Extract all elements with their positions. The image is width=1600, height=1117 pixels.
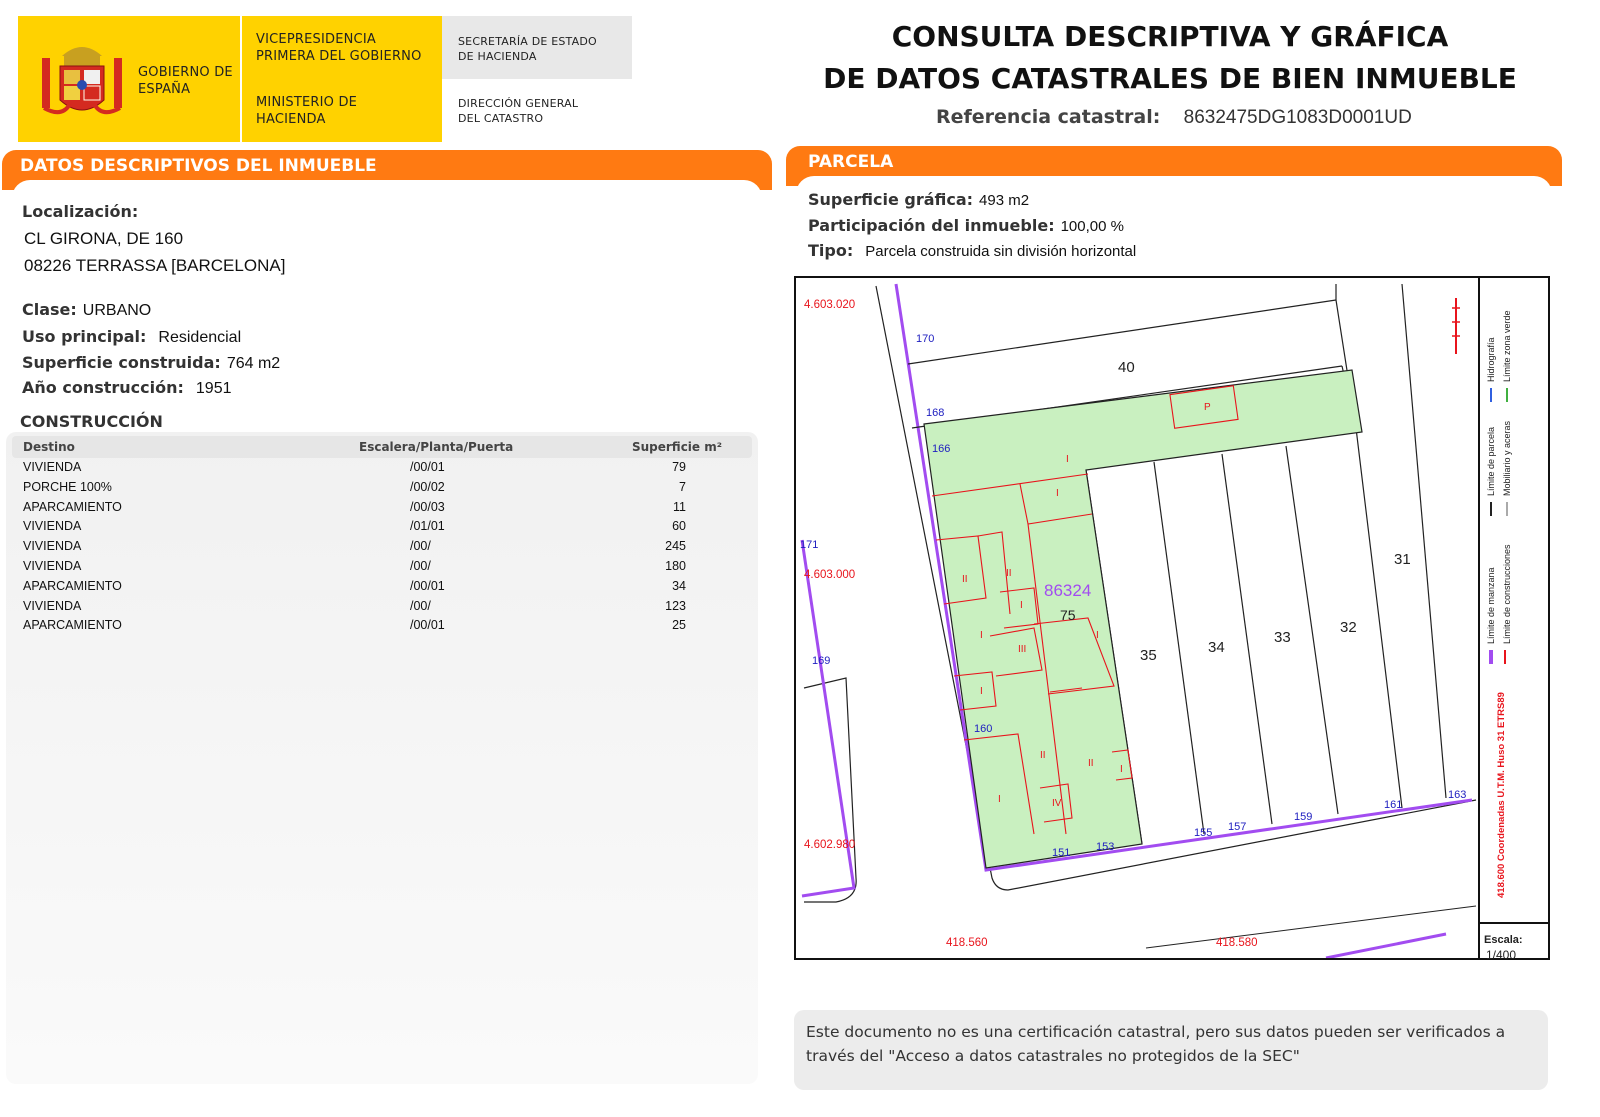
legend-zona-verde: Límite zona verde — [1502, 310, 1512, 382]
section-header-datos — [2, 150, 772, 190]
cell-superficie: 123 — [665, 598, 686, 613]
block-boundary — [1326, 934, 1446, 958]
table-row — [12, 478, 752, 498]
floor-label: II — [1040, 750, 1046, 761]
house-number: 168 — [926, 407, 945, 419]
cell-superficie: 245 — [665, 539, 686, 554]
coat-of-arms-icon — [32, 28, 132, 128]
table-row — [12, 597, 752, 617]
cell-destino: VIVIENDA — [23, 598, 82, 613]
floor-label: I — [1066, 454, 1069, 465]
clase-label: Clase: — [22, 300, 77, 319]
title-line-1: CONSULTA DESCRIPTIVA Y GRÁFICA — [891, 20, 1449, 53]
table-row — [12, 616, 752, 636]
floor-label: I — [1120, 764, 1123, 775]
parcel-line — [908, 300, 1336, 364]
table-row — [12, 537, 752, 557]
uso-value: Residencial — [158, 329, 242, 346]
north-arrow-icon — [1452, 298, 1460, 354]
localizacion-label: Localización: — [22, 202, 139, 221]
superficie-value: 764 m2 — [226, 355, 281, 372]
cell-destino: PORCHE 100% — [23, 479, 112, 494]
secretaria-label: SECRETARÍA DE ESTADO DE HACIENDA — [458, 35, 597, 63]
clase-row — [22, 300, 151, 320]
clase-value: URBANO — [82, 302, 152, 319]
cell-escalera: /00/03 — [410, 499, 445, 514]
legend-strip — [1478, 278, 1548, 922]
cell-superficie: 25 — [672, 618, 686, 633]
house-number: 155 — [1194, 827, 1213, 839]
superficie-row — [22, 353, 280, 373]
cell-escalera: /00/02 — [410, 479, 445, 494]
construccion-title: CONSTRUCCIÓN — [20, 412, 163, 431]
sup-grafica-label: Superficie gráfica: — [808, 190, 974, 209]
cell-superficie: 79 — [672, 460, 686, 474]
coord-x-right: 418.580 — [1216, 937, 1258, 949]
participacion-value: 100,00 % — [1060, 218, 1124, 235]
table-row — [12, 517, 752, 537]
cell-escalera: /00/01 — [410, 578, 445, 593]
cell-destino: VIVIENDA — [23, 519, 82, 534]
cell-escalera: /00/01 — [410, 460, 445, 474]
curb-line — [1146, 906, 1476, 948]
anio-label: Año construcción: — [22, 378, 184, 397]
scale-box — [1478, 922, 1548, 962]
legend-limite-manzana: Límite de manzana — [1486, 567, 1496, 644]
house-number: 160 — [974, 723, 993, 735]
section-title-datos: DATOS DESCRIPTIVOS DEL INMUEBLE — [20, 156, 377, 176]
sup-grafica-value: 493 m2 — [979, 192, 1030, 209]
cell-destino: VIVIENDA — [23, 539, 82, 554]
coord-y-mid: 4.603.000 — [804, 569, 856, 581]
anio-row — [22, 378, 231, 398]
floor-label: II — [962, 574, 968, 585]
cadastral-map[interactable] — [794, 276, 1550, 960]
cell-escalera: /00/ — [410, 539, 431, 554]
floor-label: I — [1096, 630, 1099, 641]
logo-divider — [240, 16, 242, 142]
scale-value: 1/400 — [1486, 948, 1517, 962]
parcel-line — [1402, 284, 1446, 798]
parcel-id-label: 86324 — [1044, 581, 1092, 600]
floor-label: I — [980, 686, 983, 697]
col-destino: Destino — [23, 440, 75, 454]
ref-value: 8632475DG1083D0001UD — [1183, 107, 1412, 128]
legend-mobiliario: Mobiliario y aceras — [1502, 420, 1512, 496]
col-superficie: Superficie m² — [631, 440, 722, 454]
table-row — [12, 557, 752, 577]
disclaimer-text: Este documento no es una certificación catastral, pero sus datos pueden ser verificados a través del "Acceso a datos catastrales no protegidos de la SEC" — [806, 1023, 1506, 1065]
coord-y-bottom: 4.602.980 — [804, 839, 856, 851]
cell-escalera: /00/ — [410, 598, 431, 613]
parcel-line — [1222, 454, 1272, 824]
tipo-value: Parcela construida sin división horizontal — [865, 243, 1137, 260]
floor-label: I — [1020, 600, 1023, 611]
tipo-row — [808, 241, 1136, 261]
parcel-number: 34 — [1208, 639, 1225, 656]
curb-line — [804, 678, 856, 902]
cell-destino: APARCAMIENTO — [23, 618, 122, 633]
participacion-row — [808, 216, 1124, 236]
cell-escalera: /00/01 — [410, 618, 445, 633]
cell-superficie: 60 — [672, 519, 686, 534]
parcel-number: 31 — [1394, 551, 1411, 568]
house-number: 171 — [800, 539, 819, 551]
cell-escalera: /01/01 — [410, 519, 445, 534]
cell-superficie: 11 — [673, 499, 686, 514]
government-logo — [18, 16, 632, 142]
ref-label: Referencia catastral: — [936, 106, 1161, 128]
uso-row — [22, 327, 241, 347]
parcel-number: 35 — [1140, 647, 1157, 664]
address-line-1: CL GIRONA, DE 160 — [24, 229, 184, 248]
anio-value: 1951 — [195, 380, 232, 397]
floor-label: II — [1006, 568, 1012, 579]
vicepresidencia-label: VICEPRESIDENCIA PRIMERA DEL GOBIERNO — [256, 32, 422, 64]
construction-table — [12, 436, 752, 636]
uso-label: Uso principal: — [22, 327, 147, 346]
house-number: 166 — [932, 443, 951, 455]
floor-label: I — [980, 630, 983, 641]
cell-destino: APARCAMIENTO — [23, 499, 122, 514]
floor-label: I — [998, 794, 1001, 805]
ministerio-label: MINISTERIO DE HACIENDA — [256, 95, 358, 127]
address-line-2: 08226 TERRASSA [BARCELONA] — [24, 256, 286, 275]
house-number: 169 — [812, 655, 831, 667]
disclaimer-box — [794, 1010, 1548, 1090]
section-title-parcela: PARCELA — [808, 152, 894, 172]
superficie-grafica-row — [808, 190, 1029, 210]
utm-label: 418.600 Coordenadas U.T.M. Huso 31 ETRS89 — [1496, 692, 1507, 898]
cell-escalera: /00/ — [410, 558, 431, 573]
parcel-number: 33 — [1274, 629, 1291, 646]
parcel-number: 40 — [1118, 359, 1135, 376]
parcel-line — [1286, 446, 1338, 814]
participacion-label: Participación del inmueble: — [808, 216, 1055, 235]
map-drawing — [796, 278, 1548, 958]
house-number: 170 — [916, 333, 935, 345]
house-number: 159 — [1294, 811, 1313, 823]
floor-label: III — [1018, 644, 1027, 655]
house-number: 157 — [1228, 821, 1247, 833]
table-row — [12, 498, 752, 518]
house-number: 151 — [1052, 847, 1071, 859]
subject-parcel — [924, 370, 1362, 868]
house-number: 163 — [1448, 789, 1467, 801]
superficie-label: Superficie construida: — [22, 353, 221, 372]
floor-label: I — [1056, 488, 1059, 499]
house-number: 161 — [1384, 799, 1403, 811]
tipo-label: Tipo: — [808, 241, 854, 260]
document-title — [820, 16, 1520, 100]
floor-label: II — [1088, 758, 1094, 769]
floor-label: P — [1204, 402, 1211, 413]
cell-destino: APARCAMIENTO — [23, 578, 122, 593]
col-escalera: Escalera/Planta/Puerta — [359, 440, 514, 454]
legend-limite-construcciones: Límite de construcciones — [1502, 544, 1512, 644]
legend-limite-parcela: Límite de parcela — [1486, 426, 1496, 496]
cell-destino: VIVIENDA — [23, 558, 82, 573]
cell-superficie: 7 — [679, 479, 686, 494]
title-line-2: DE DATOS CATASTRALES DE BIEN INMUEBLE — [823, 62, 1517, 95]
cell-superficie: 180 — [665, 558, 686, 573]
section-header-parcela — [786, 146, 1562, 186]
parcel-number: 32 — [1340, 619, 1357, 636]
coord-y-top: 4.603.020 — [804, 299, 856, 311]
table-header — [12, 436, 752, 458]
coord-x-left: 418.560 — [946, 937, 988, 949]
table-row — [12, 458, 752, 478]
parcel-number: 75 — [1060, 607, 1076, 623]
house-number: 153 — [1096, 841, 1115, 853]
gobierno-label: GOBIERNO DE ESPAÑA — [138, 65, 233, 97]
floor-label: IV — [1052, 798, 1062, 809]
table-row — [12, 577, 752, 597]
direccion-label: DIRECCIÓN GENERAL DEL CATASTRO — [458, 97, 579, 125]
cell-destino: VIVIENDA — [23, 460, 82, 474]
cell-superficie: 34 — [672, 578, 686, 593]
scale-label: Escala: — [1484, 934, 1523, 946]
cadastral-reference — [936, 106, 1412, 129]
legend-hidrografia: Hidrografía — [1486, 337, 1496, 382]
parcel-line — [1154, 462, 1204, 834]
